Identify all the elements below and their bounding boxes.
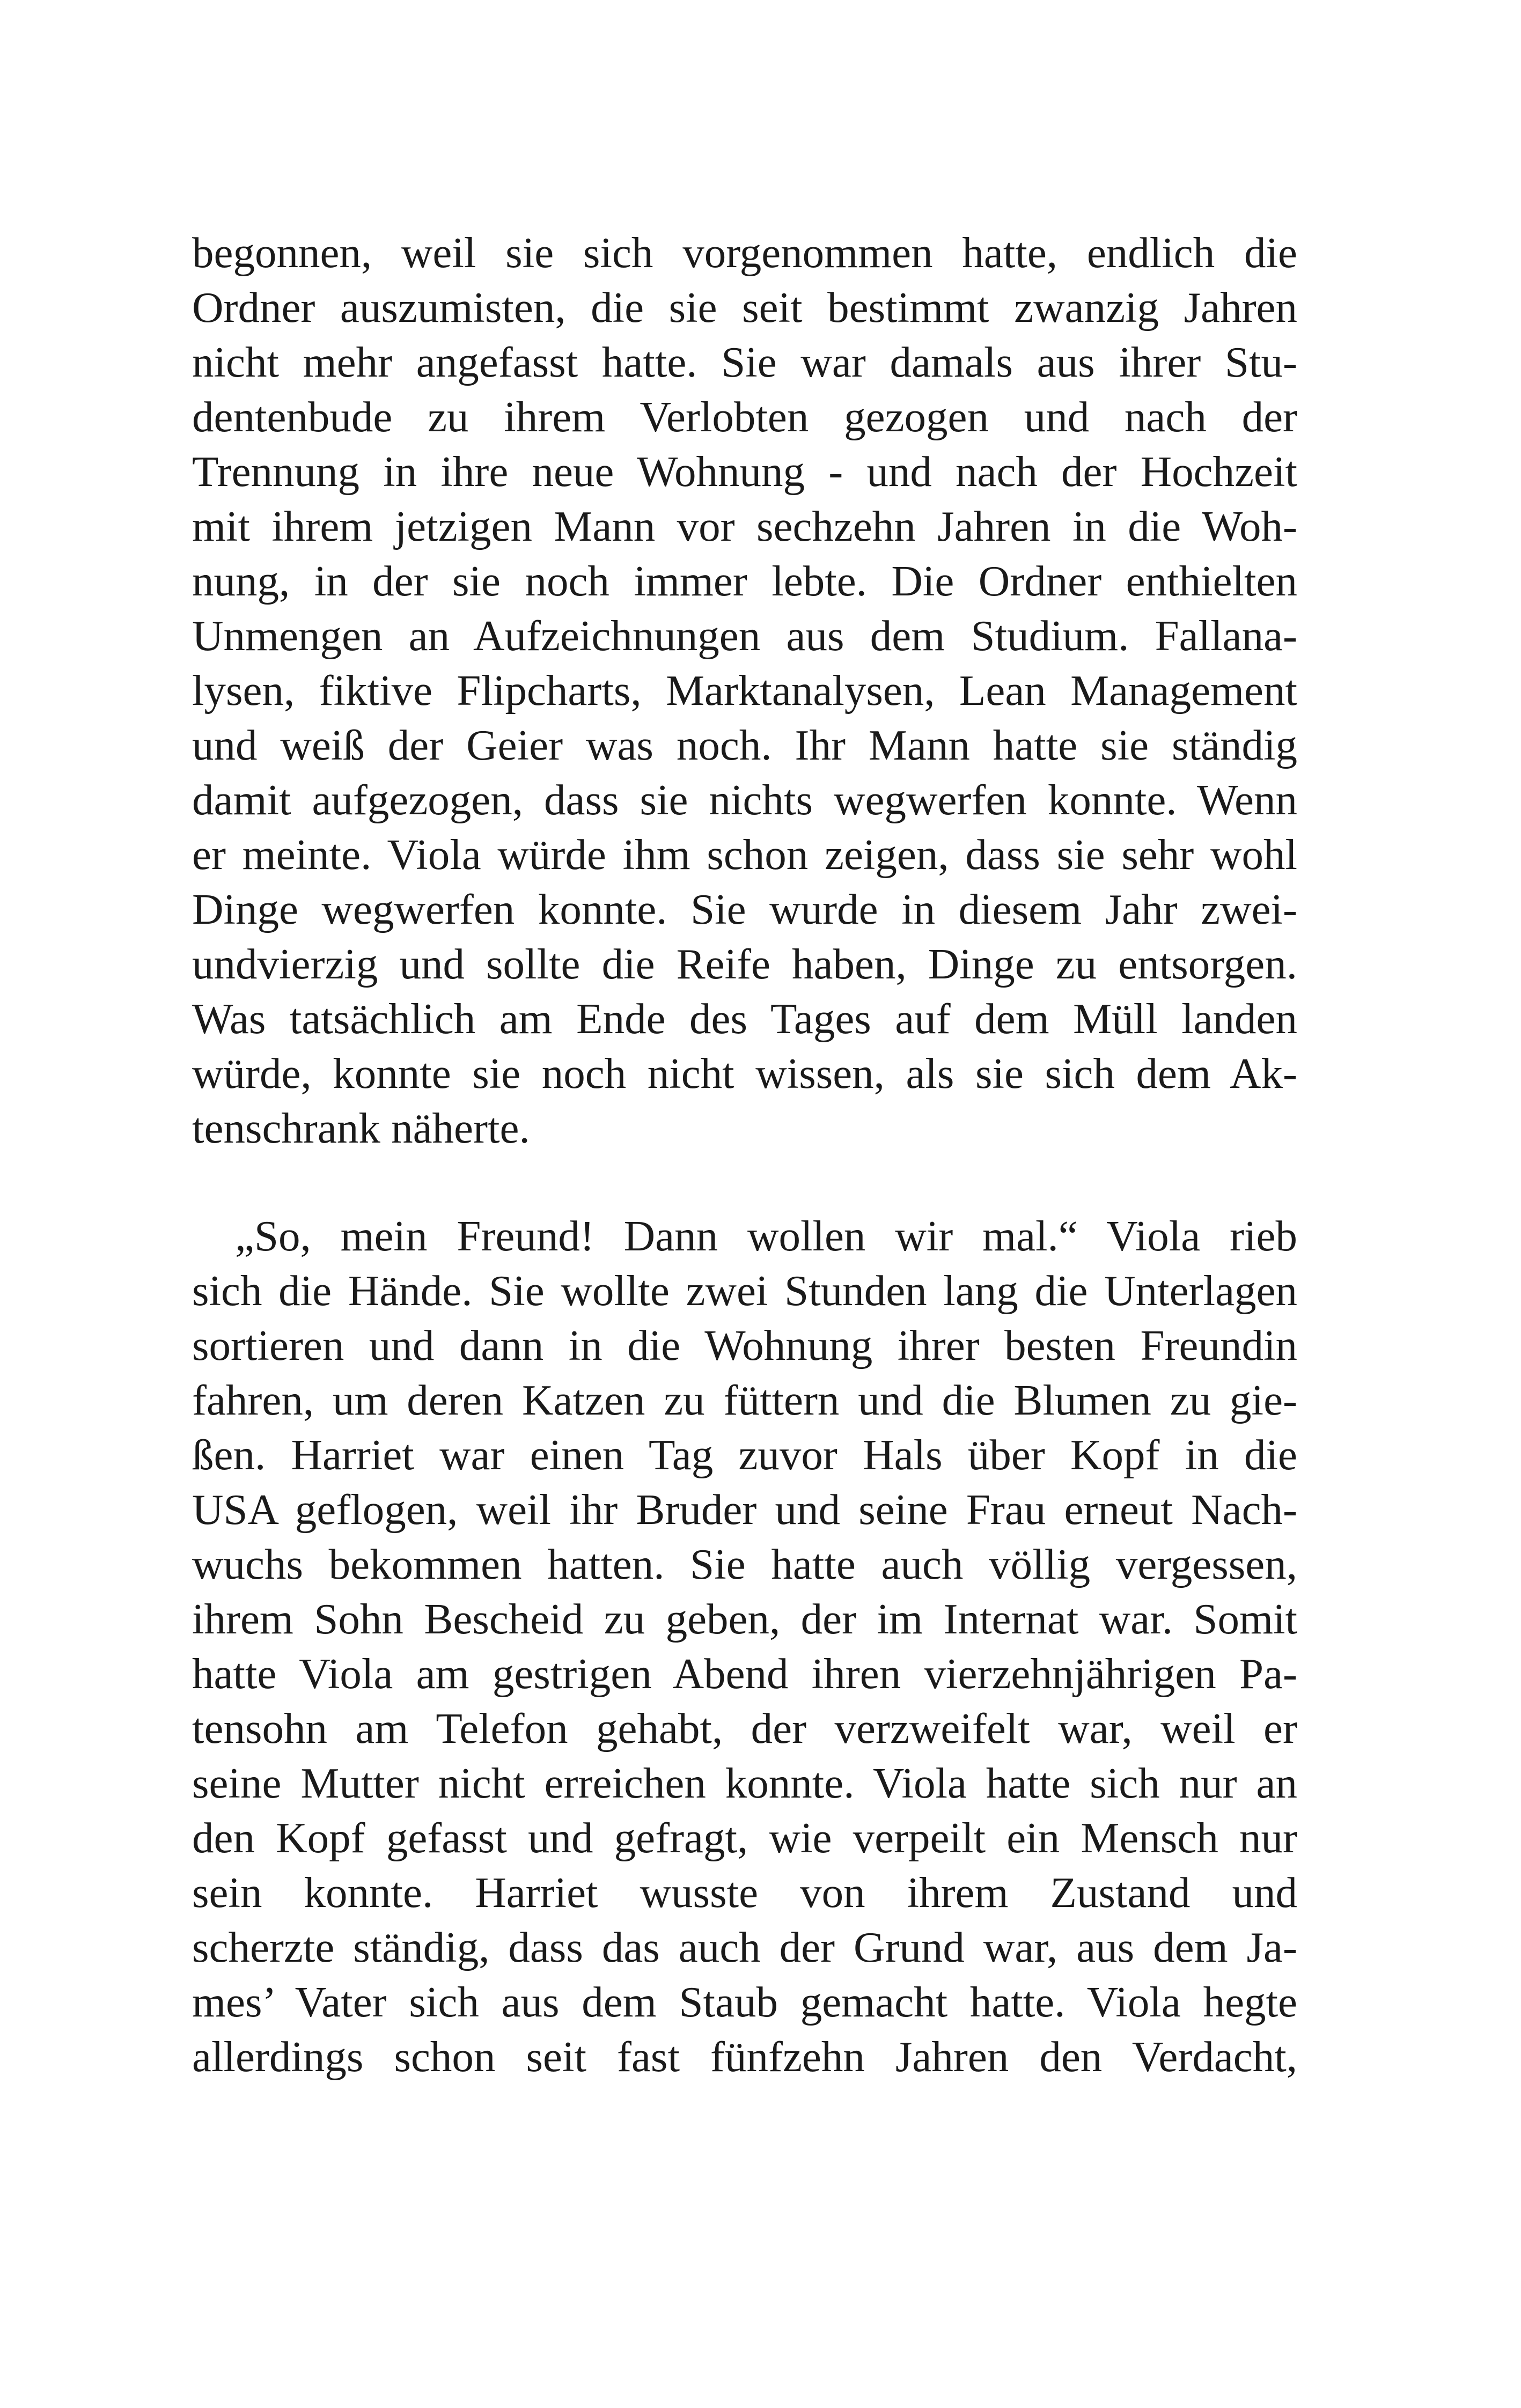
text-line: mit ihrem jetzigen Mann vor sechzehn Jahren in die Woh- [192,502,1297,550]
text-line: lysen, fiktive Flipcharts, Marktanalysen, Lean Management [192,666,1297,715]
text-line: sortieren und dann in die Wohnung ihrer besten Freundin [192,1321,1297,1369]
text-line: Trennung in ihre neue Wohnung - und nach der Hochzeit [192,447,1297,496]
text-line: damit aufgezogen, dass sie nichts wegwerfen konnte. Wenn [192,776,1297,824]
text-line: undvierzig und sollte die Reife haben, Dinge zu entsorgen. [192,940,1297,988]
text-line: mes’ Vater sich aus dem Staub gemacht hatte. Viola hegte [192,1978,1297,2026]
text-line: „So, mein Freund! Dann wollen wir mal.“ Viola rieb [235,1212,1297,1260]
text-line: sein konnte. Harriet wusste von ihrem Zustand und [192,1868,1297,1917]
text-line: begonnen, weil sie sich vorgenommen hatte, endlich die [192,229,1297,277]
text-line: tenschrank näherte. [192,1104,530,1152]
paragraph-2 [192,1209,1297,2084]
text-line: und weiß der Geier was noch. Ihr Mann hatte sie ständig [192,721,1297,769]
text-line: ihrem Sohn Bescheid zu geben, der im Internat war. Somit [192,1595,1297,1643]
text-line: tensohn am Telefon gehabt, der verzweifelt war, weil er [192,1704,1297,1752]
text-line: nicht mehr angefasst hatte. Sie war damals aus ihrer Stu- [192,338,1297,386]
text-line: hatte Viola am gestrigen Abend ihren vierzehnjährigen Pa- [192,1649,1297,1698]
text-line: scherzte ständig, dass das auch der Grund war, aus dem Ja- [192,1923,1297,1971]
paragraph-1 [192,225,1297,1155]
text-line: allerdings schon seit fast fünfzehn Jahren den Verdacht, [192,2033,1297,2081]
text-line: dentenbude zu ihrem Verlobten gezogen und nach der [192,393,1297,441]
text-line: USA geflogen, weil ihr Bruder und seine Frau erneut Nach- [192,1485,1297,1534]
text-line: würde, konnte sie noch nicht wissen, als sie sich dem Ak- [192,1049,1297,1098]
text-line: fahren, um deren Katzen zu füttern und die Blumen zu gie- [192,1376,1297,1424]
text-line: seine Mutter nicht erreichen konnte. Viola hatte sich nur an [192,1759,1297,1807]
text-line: er meinte. Viola würde ihm schon zeigen, dass sie sehr wohl [192,830,1297,879]
text-line: sich die Hände. Sie wollte zwei Stunden lang die Unterlagen [192,1266,1297,1315]
text-line: ßen. Harriet war einen Tag zuvor Hals über Kopf in die [192,1431,1297,1479]
text-line: Unmengen an Aufzeichnungen aus dem Studium. Fallana- [192,612,1297,660]
text-line: Ordner auszumisten, die sie seit bestimmt zwanzig Jahren [192,283,1297,332]
text-line: Dinge wegwerfen konnte. Sie wurde in diesem Jahr zwei- [192,885,1297,933]
text-line: den Kopf gefasst und gefragt, wie verpeilt ein Mensch nur [192,1814,1297,1862]
text-line: nung, in der sie noch immer lebte. Die Ordner enthielten [192,557,1297,605]
text-line: wuchs bekommen hatten. Sie hatte auch völlig vergessen, [192,1540,1297,1588]
text-line: Was tatsächlich am Ende des Tages auf dem Müll landen [192,995,1297,1043]
